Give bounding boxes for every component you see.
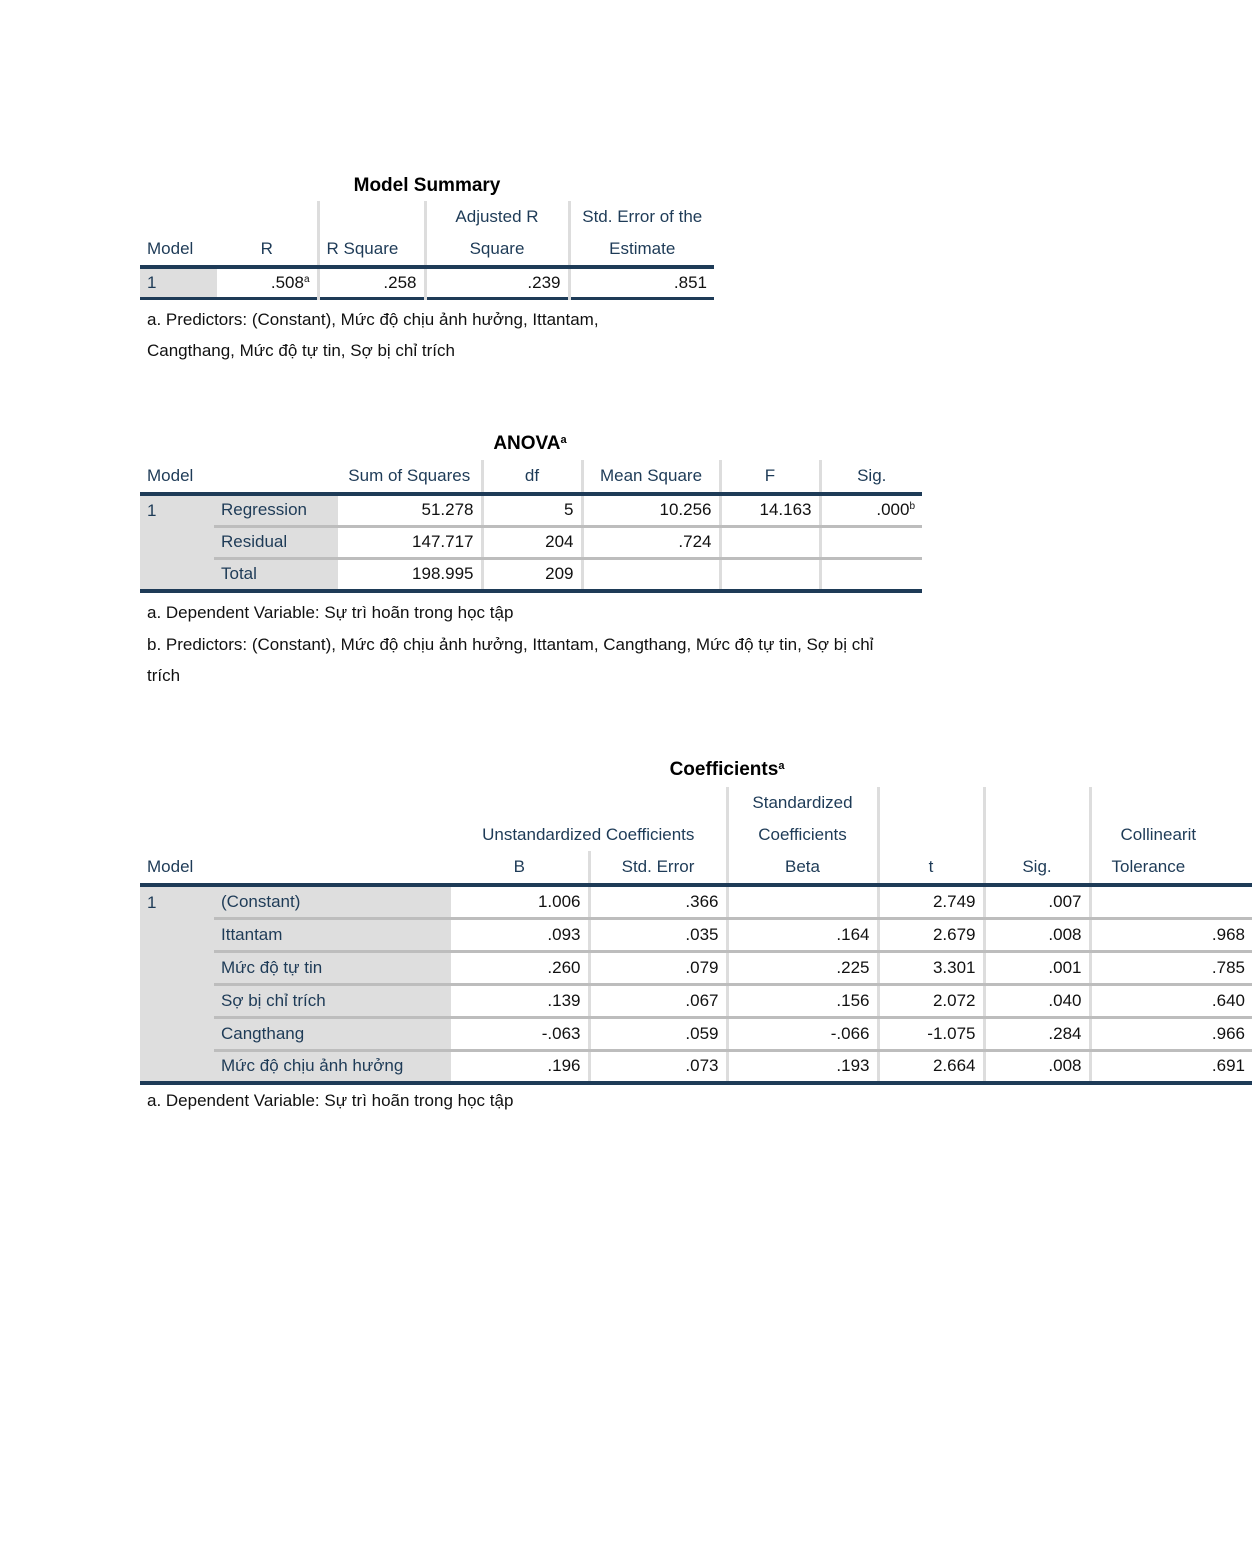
coef-row-label: Sợ bị chỉ trích [214,984,451,1017]
coef-t-cell: 3.301 [878,951,984,984]
coef-row-label: Cangthang [214,1017,451,1050]
coef-model-header: Model [147,857,194,876]
coef-beta-cell: .164 [727,918,878,951]
anova-ms-cell: 10.256 [582,494,720,526]
sum-of-squares-header: Sum of Squares [348,466,471,485]
coef-se-cell: .073 [589,1050,727,1083]
coef-t-cell: -1.075 [878,1017,984,1050]
coef-row-label: Ittantam [214,918,451,951]
coef-row [140,951,1252,984]
coef-row [140,984,1252,1017]
adjusted-r-square-cell: .239 [425,267,569,298]
coef-beta-cell [727,885,878,918]
coef-t-cell: 2.679 [878,918,984,951]
sig-header: Sig. [820,460,922,494]
anova-ss-cell: 147.717 [338,526,482,558]
coef-beta-cell: -.066 [727,1017,878,1050]
coef-beta-cell: .225 [727,951,878,984]
beta-header: Beta [727,851,878,885]
unstandardized-header: Unstandardized Coefficients [482,825,695,844]
coef-sig-cell: .008 [984,918,1090,951]
coef-se-cell: .079 [589,951,727,984]
coef-b-cell: .139 [451,984,589,1017]
anova-row-residual [140,526,922,558]
anova-sig-cell [820,526,922,558]
standardized-header-line2: Coefficients [727,819,878,851]
anova-sig-cell [820,558,922,591]
anova-f-cell [720,558,820,591]
anova-df-cell: 209 [482,558,582,591]
coef-t-cell: 2.749 [878,885,984,918]
anova-f-cell: 14.163 [720,494,820,526]
collinearity-header: Collinearit [1090,819,1252,851]
b-header: B [513,857,525,876]
anova-ms-cell [582,558,720,591]
anova-table [140,460,922,593]
coef-se-cell: .035 [589,918,727,951]
coef-se-cell: .059 [589,1017,727,1050]
std-error-header: Std. Error [589,851,727,885]
standardized-header-line1: Standardized [727,787,878,819]
model-summary-row [140,267,714,298]
coefficients-table [140,787,1252,1085]
anova-sig-cell: .000$^b$ [820,494,922,526]
anova-model-cell: 1 [140,494,214,526]
std-error-header-line1: Std. Error of the [569,201,714,233]
df-header: df [482,460,582,494]
coef-sig-cell: .001 [984,951,1090,984]
coef-tolerance-cell: .966 [1090,1017,1252,1050]
coef-row [140,918,1252,951]
coef-tolerance-cell: .691 [1090,1050,1252,1083]
coef-tolerance-cell: .968 [1090,918,1252,951]
coef-sig-cell: .284 [984,1017,1090,1050]
coef-row-label: Mức độ tự tin [214,951,451,984]
anova-title: ANOVA$^a$ [493,433,567,454]
coef-row [140,1017,1252,1050]
anova-df-cell: 204 [482,526,582,558]
coef-row [140,1050,1252,1083]
coef-beta-cell: .156 [727,984,878,1017]
anova-df-cell: 5 [482,494,582,526]
coef-sig-cell: .007 [984,885,1090,918]
model-header: Model [147,239,194,258]
r-square-header: R Square [318,233,425,267]
anova-model-header: Model [147,466,194,485]
coefficients-note: a. Dependent Variable: Sự trì hoãn trong học tập [147,1091,514,1110]
coef-tolerance-cell: .785 [1090,951,1252,984]
adjusted-r-header-line2: Square [425,233,569,267]
r-header: R [260,239,273,258]
model-cell: 1 [140,267,217,298]
coefficients-body [140,885,1252,1083]
anova-ss-cell: 198.995 [412,564,474,584]
std-error-cell: .851 [569,267,714,298]
tolerance-header: Tolerance [1090,851,1252,885]
coef-se-cell: .366 [589,885,727,918]
coef-se-cell: .067 [589,984,727,1017]
coef-b-cell: 1.006 [451,885,589,918]
r-cell: .508$^a$ [270,272,310,292]
anova-row-label: Total [214,558,338,591]
coefficients-title: Coefficients$^a$ [669,759,785,780]
r-square-cell: .258 [318,267,425,298]
coef-sig-cell: .008 [984,1050,1090,1083]
coef-beta-cell: .193 [727,1050,878,1083]
coef-row-label: Mức độ chịu ảnh hưởng [214,1050,451,1083]
coef-b-cell: .093 [451,918,589,951]
coef-sig-cell: .040 [984,984,1090,1017]
coef-sig-header: Sig. [984,851,1090,885]
f-header: F [720,460,820,494]
model-summary-note: a. Predictors: (Constant), Mức độ chịu ảnh hưởng, Ittantam, Cangthang, Mức độ tự tin, Sợ bị chỉ trích [147,310,599,360]
anova-row-total [140,558,922,591]
model-summary-table [140,201,714,300]
coef-row-label: (Constant) [214,885,451,918]
coef-t-cell: 2.072 [878,984,984,1017]
coef-b-cell: .196 [547,1056,581,1076]
coef-t-cell: 2.664 [878,1050,984,1083]
anova-note: a. Dependent Variable: Sự trì hoãn trong học tập b. Predictors: (Constant), Mức độ chịu ảnh hưởng, Ittantam, Cangthang, Mức độ tự tin, Sợ bị chỉ trích [147,603,874,685]
coef-tolerance-cell: .640 [1090,984,1252,1017]
coef-row [140,885,1252,918]
coef-b-cell: -.063 [451,1017,589,1050]
t-header: t [878,851,984,885]
coef-tolerance-cell [1090,885,1252,918]
anova-f-cell [720,526,820,558]
adjusted-r-header-line1: Adjusted R [425,201,569,233]
coef-b-cell: .260 [451,951,589,984]
model-summary-title: Model Summary [353,175,501,196]
anova-row-regression [140,494,922,526]
mean-square-header: Mean Square [582,460,720,494]
anova-row-label: Residual [214,526,338,558]
std-error-header-line2: Estimate [569,233,714,267]
anova-ms-cell: .724 [582,526,720,558]
anova-ss-cell: 51.278 [338,494,482,526]
anova-row-label: Regression [214,494,338,526]
coef-model-cell: 1 [140,885,214,918]
